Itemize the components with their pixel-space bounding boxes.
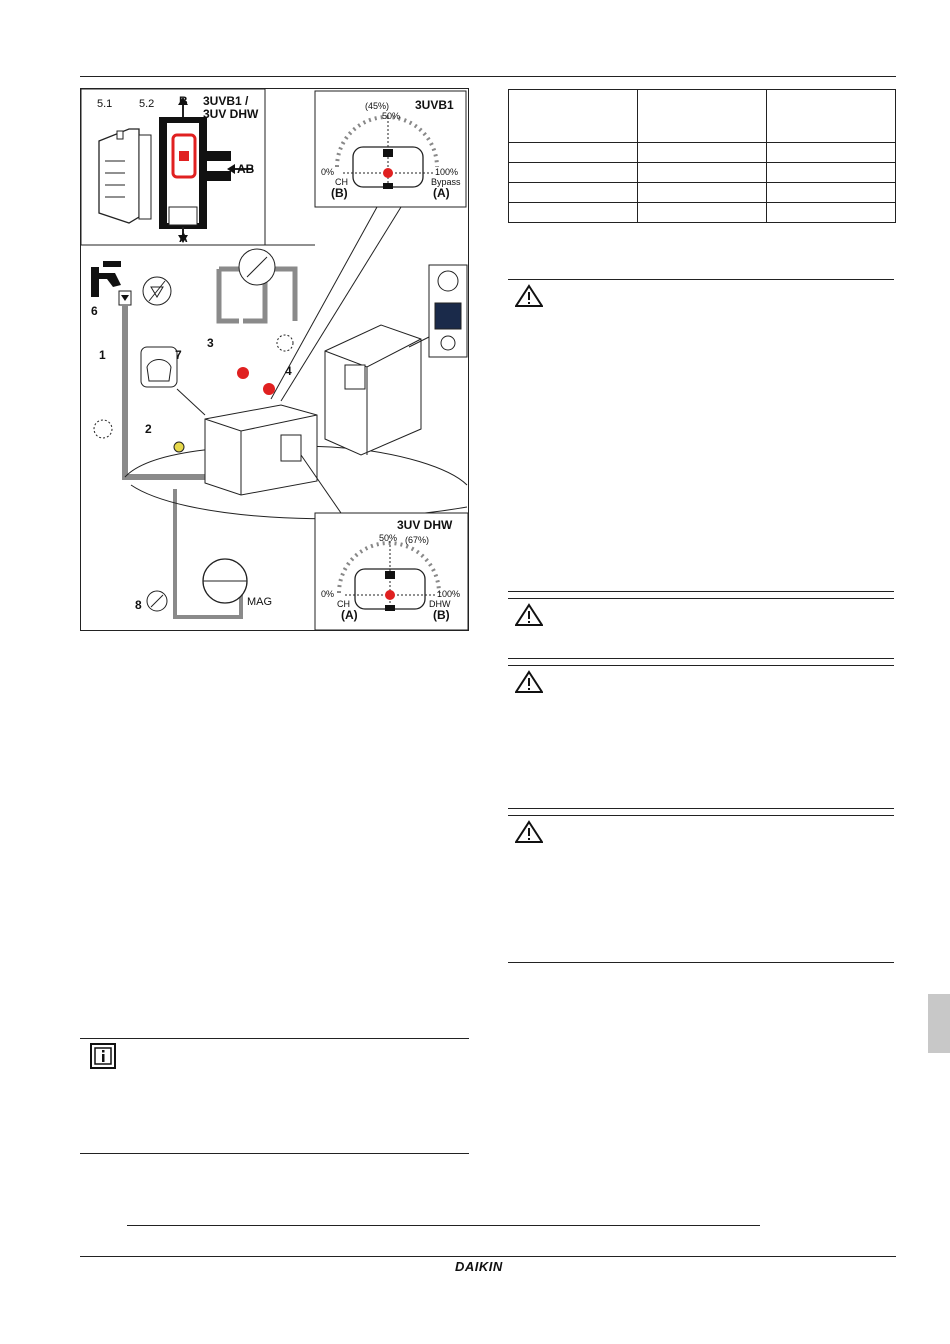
dial-3uvdhw-mid: 50% [379, 533, 398, 543]
dial-3uvb1-right-port: (A) [433, 186, 450, 200]
dial-3uvdhw-setting: (67%) [405, 535, 430, 545]
dial-3uvdhw-title: 3UV DHW [397, 518, 453, 532]
callout-3: 3 [207, 336, 214, 350]
warning-triangle-icon [515, 284, 543, 308]
dial-3uvdhw-max: 100% [437, 589, 461, 599]
caution-4-bottom-rule [508, 962, 894, 963]
callout-6: 6 [91, 304, 98, 318]
table-header-row [509, 90, 896, 143]
filter-icon [141, 347, 177, 387]
warning-triangle-icon [515, 603, 543, 627]
table-row [509, 143, 896, 163]
callout-2: 2 [145, 422, 152, 436]
dial-3uvb1-left-port: (B) [331, 186, 348, 200]
port-b-label: B [179, 94, 188, 108]
table-row [509, 203, 896, 223]
installation-figure [80, 88, 469, 631]
dial-3uvdhw-min: 0% [321, 589, 335, 599]
table-row [509, 183, 896, 203]
actuator-icon [99, 129, 151, 223]
dial-3uvdhw-right-name: DHW [429, 599, 451, 609]
warning-triangle-icon [515, 820, 543, 844]
callout-4: 4 [285, 364, 292, 378]
dial-3uvb1-right-name: Bypass [431, 177, 461, 187]
header-rule [80, 76, 896, 77]
dial-3uvb1-title: 3UVB1 [415, 98, 454, 112]
caution-4-top-rule [508, 815, 894, 816]
port-ab-label: AB [237, 162, 255, 176]
label-5-2: 5.2 [139, 98, 155, 110]
callout-8: 8 [135, 598, 142, 612]
caution-1-top-rule [508, 279, 894, 280]
caution-2-bottom-rule [508, 658, 894, 659]
callout-7: 7 [175, 348, 182, 362]
info-top-rule [80, 1038, 469, 1039]
footnote-rule [127, 1225, 760, 1226]
caution-1-bottom-rule [508, 591, 894, 592]
brand-logo: DAIKIN [455, 1259, 503, 1274]
port-a-label: A [179, 231, 188, 245]
dial-3uvdhw-left-name: CH [337, 599, 350, 609]
info-icon [90, 1043, 116, 1069]
caution-3-top-rule [508, 665, 894, 666]
valve-name-line1: 3UVB1 / [203, 94, 249, 108]
warning-triangle-icon [515, 670, 543, 694]
dial-3uvb1-setting: (45%) [365, 101, 390, 111]
expansion-vessel-icon [203, 559, 247, 603]
control-module [325, 325, 421, 455]
check-valve-symbol-icon [143, 277, 171, 305]
callout-1: 1 [99, 348, 106, 362]
chapter-side-tab [928, 994, 950, 1053]
dial-3uvb1-max: 100% [435, 167, 459, 177]
table-row [509, 163, 896, 183]
label-5-1: 5.1 [97, 98, 113, 110]
info-bottom-rule [80, 1153, 469, 1154]
dial-3uvb1-left-name: CH [335, 177, 348, 187]
dial-3uvdhw-right-port: (B) [433, 608, 450, 622]
footer-rule [80, 1256, 896, 1257]
water-tap-icon [91, 261, 131, 305]
mag-label: MAG [247, 596, 273, 608]
valve-name-line2: 3UV DHW [203, 107, 259, 121]
installation-diagram [81, 89, 468, 630]
dial-3uvb1-min: 0% [321, 167, 335, 177]
spec-table [508, 89, 896, 223]
dial-3uvdhw-left-port: (A) [341, 608, 358, 622]
dial-3uvb1-mid: 50% [382, 111, 401, 121]
caution-3-bottom-rule [508, 808, 894, 809]
caution-2-top-rule [508, 598, 894, 599]
